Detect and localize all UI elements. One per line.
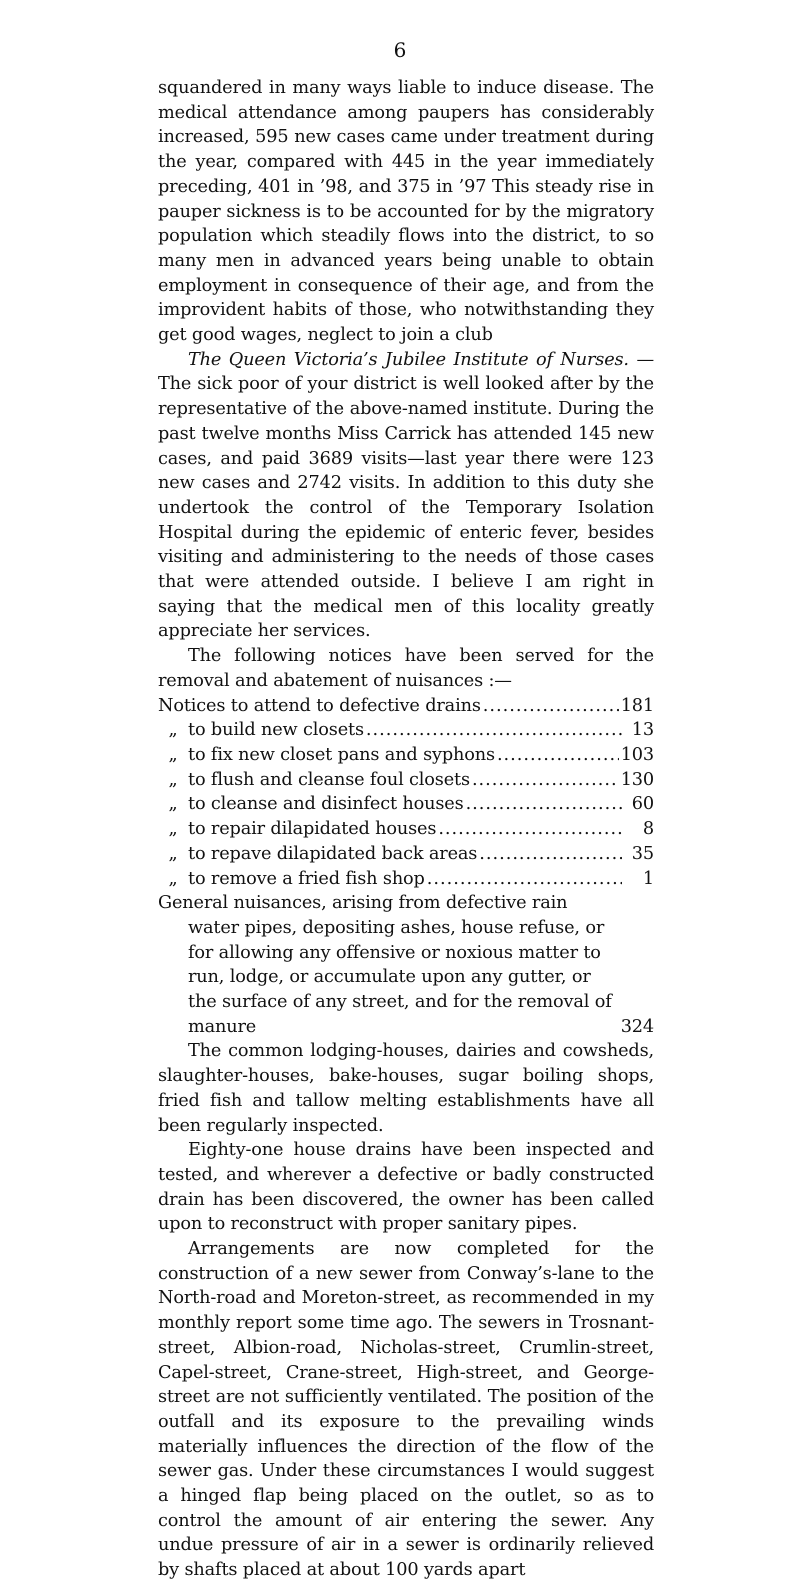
notice-label: Notices to attend to defective drains	[158, 695, 481, 716]
notice-row	[158, 842, 654, 867]
notice-count: 1	[642, 868, 654, 889]
notice-count: 13	[631, 720, 654, 741]
house-drains-paragraph: Eighty-one house drains have been inspected and tested, and wherever a defective or badly constructed drain has been discovered, the owner has been called upon to reconstruct with proper sanitary pipes.	[158, 1140, 654, 1235]
general-nuisances-text: General nuisances, arising from defective rain water pipes, depositing ashes, house refuse, or for allowing any offensive or noxious matter to run, lodge, or accumulate upon any gutter, or the surface of any street, and for the removal of manure	[158, 893, 612, 1037]
nurses-paragraph	[158, 348, 654, 644]
ditto-mark: „	[168, 794, 178, 815]
notices-intro: The following notices have been served for the removal and abatement of nuisances :—	[158, 646, 654, 691]
sewer-paragraph: Arrangements are now completed for the construction of a new sewer from Conway’s-lane to the North-road and Moreton-street, as recommended in my monthly report some time ago. The sewers in Trosnant-street, Albion-road, Nicholas-street, Crumlin-street, Capel-street, Crane-street, High-street, and George-street are not sufficiently ventilated. The position of the outfall and its exposure to the prevailing winds materially influences the direction of the flow of the sewer gas. Under these circumstances I would suggest a hinged flap being placed on the outlet, so as to control the amount of air entering the sewer. Any undue pressure of air in a sewer is ordinarily relieved by shafts placed at about 100 yards apart	[158, 1239, 654, 1581]
notice-label: to cleanse and disinfect houses	[188, 794, 464, 815]
ditto-mark: „	[168, 819, 178, 840]
notice-count: 103	[620, 744, 654, 765]
notice-label: to build new closets	[188, 720, 364, 741]
notice-count: 60	[631, 794, 654, 815]
notice-row	[158, 817, 654, 842]
notice-row	[158, 768, 654, 793]
nurses-heading: The Queen Victoria’s Jubilee Institute of Nurses.	[188, 349, 629, 370]
ditto-mark: „	[168, 744, 178, 765]
notice-row	[158, 694, 654, 719]
notice-row	[158, 718, 654, 743]
nurses-text: —The sick poor of your district is well looked after by the representative of the above-named institute. During the past twelve months Miss Carrick has attended 145 new cases, and paid 3689 visits—last year there were 123 new cases and 2742 visits. In addition to this duty she undertook the control of the Temporary Isolation Hospital during the epidemic of enteric fever, besides visiting and administering to the needs of those cases that were attended outside. I believe I am right in saying that the medical men of this locality greatly appreciate her services.	[158, 349, 654, 642]
ditto-mark: „	[168, 868, 178, 889]
general-nuisances-entry	[158, 891, 654, 1039]
notice-row	[158, 792, 654, 817]
ditto-mark: „	[168, 843, 178, 864]
notice-count: 130	[620, 769, 654, 790]
notice-label: to repave dilapidated back areas	[188, 843, 478, 864]
notice-label: to flush and cleanse foul closets	[188, 769, 470, 790]
page-number: 6	[393, 38, 407, 62]
general-nuisances-count: 324	[620, 1016, 654, 1037]
notice-count: 8	[642, 819, 654, 840]
notice-count: 181	[620, 695, 654, 716]
ditto-mark: „	[168, 720, 178, 741]
notice-label: to fix new closet pans and syphons	[188, 744, 495, 765]
notice-count: 35	[631, 843, 654, 864]
ditto-mark: „	[168, 769, 178, 790]
pauper-sickness-paragraph: squandered in many ways liable to induce disease. The medical attendance among paupers has considerably increased, 595 new cases came under treatment during the year, compared with 445 in the year immediately preceding, 401 in ’98, and 375 in ’97 This steady rise in pauper sickness is to be accounted for by the migratory population which steadily flows into the district, to so many men in advanced years being unable to obtain employment in consequence of their age, and from the improvident habits of those, who notwithstanding they get good wages, neglect to join a club	[158, 78, 654, 346]
notices-list	[158, 694, 654, 892]
notice-row	[158, 743, 654, 768]
notice-row	[158, 867, 654, 892]
lodging-houses-paragraph: The common lodging-houses, dairies and cowsheds, slaughter-houses, bake-houses, sugar boiling shops, fried fish and tallow melting establishments have all been regularly inspected.	[158, 1041, 654, 1136]
report-body	[158, 76, 654, 1583]
notice-label: to remove a fried fish shop	[188, 868, 425, 889]
notice-label: to repair dilapidated houses	[188, 819, 437, 840]
